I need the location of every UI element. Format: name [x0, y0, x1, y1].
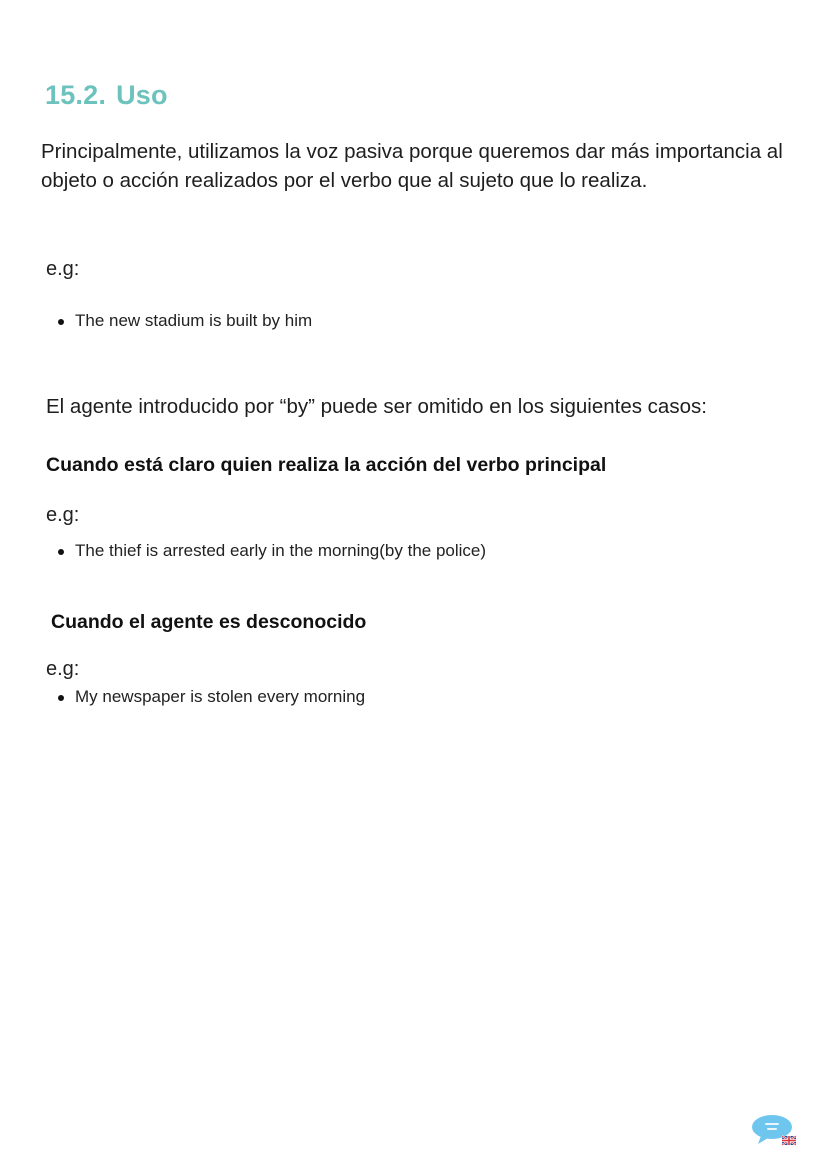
section-number: 15.2. — [45, 80, 107, 110]
example-label: e.g: — [46, 658, 80, 680]
speech-bubble-logo-icon — [751, 1113, 797, 1147]
omission-cases-intro: El agente introducido por “by” puede ser omitido en los siguientes casos: — [46, 395, 707, 418]
example-sentence: The new stadium is built by him — [50, 311, 312, 331]
case-heading-clear-agent: Cuando está claro quien realiza la acción del verbo principal — [46, 454, 607, 476]
example-sentence: The thief is arrested early in the morning(by the police) — [50, 541, 486, 561]
intro-paragraph: Principalmente, utilizamos la voz pasiva porque queremos dar más importancia al objeto o acción realizados por el verbo que al sujeto que lo realiza. — [41, 140, 783, 192]
example-label: e.g: — [46, 504, 80, 526]
example-label: e.g: — [46, 258, 80, 280]
section-title-text: Uso — [116, 80, 168, 110]
case-heading-unknown-agent: Cuando el agente es desconocido — [51, 611, 367, 633]
section-title — [45, 80, 168, 111]
example-sentence: My newspaper is stolen every morning — [50, 687, 365, 707]
